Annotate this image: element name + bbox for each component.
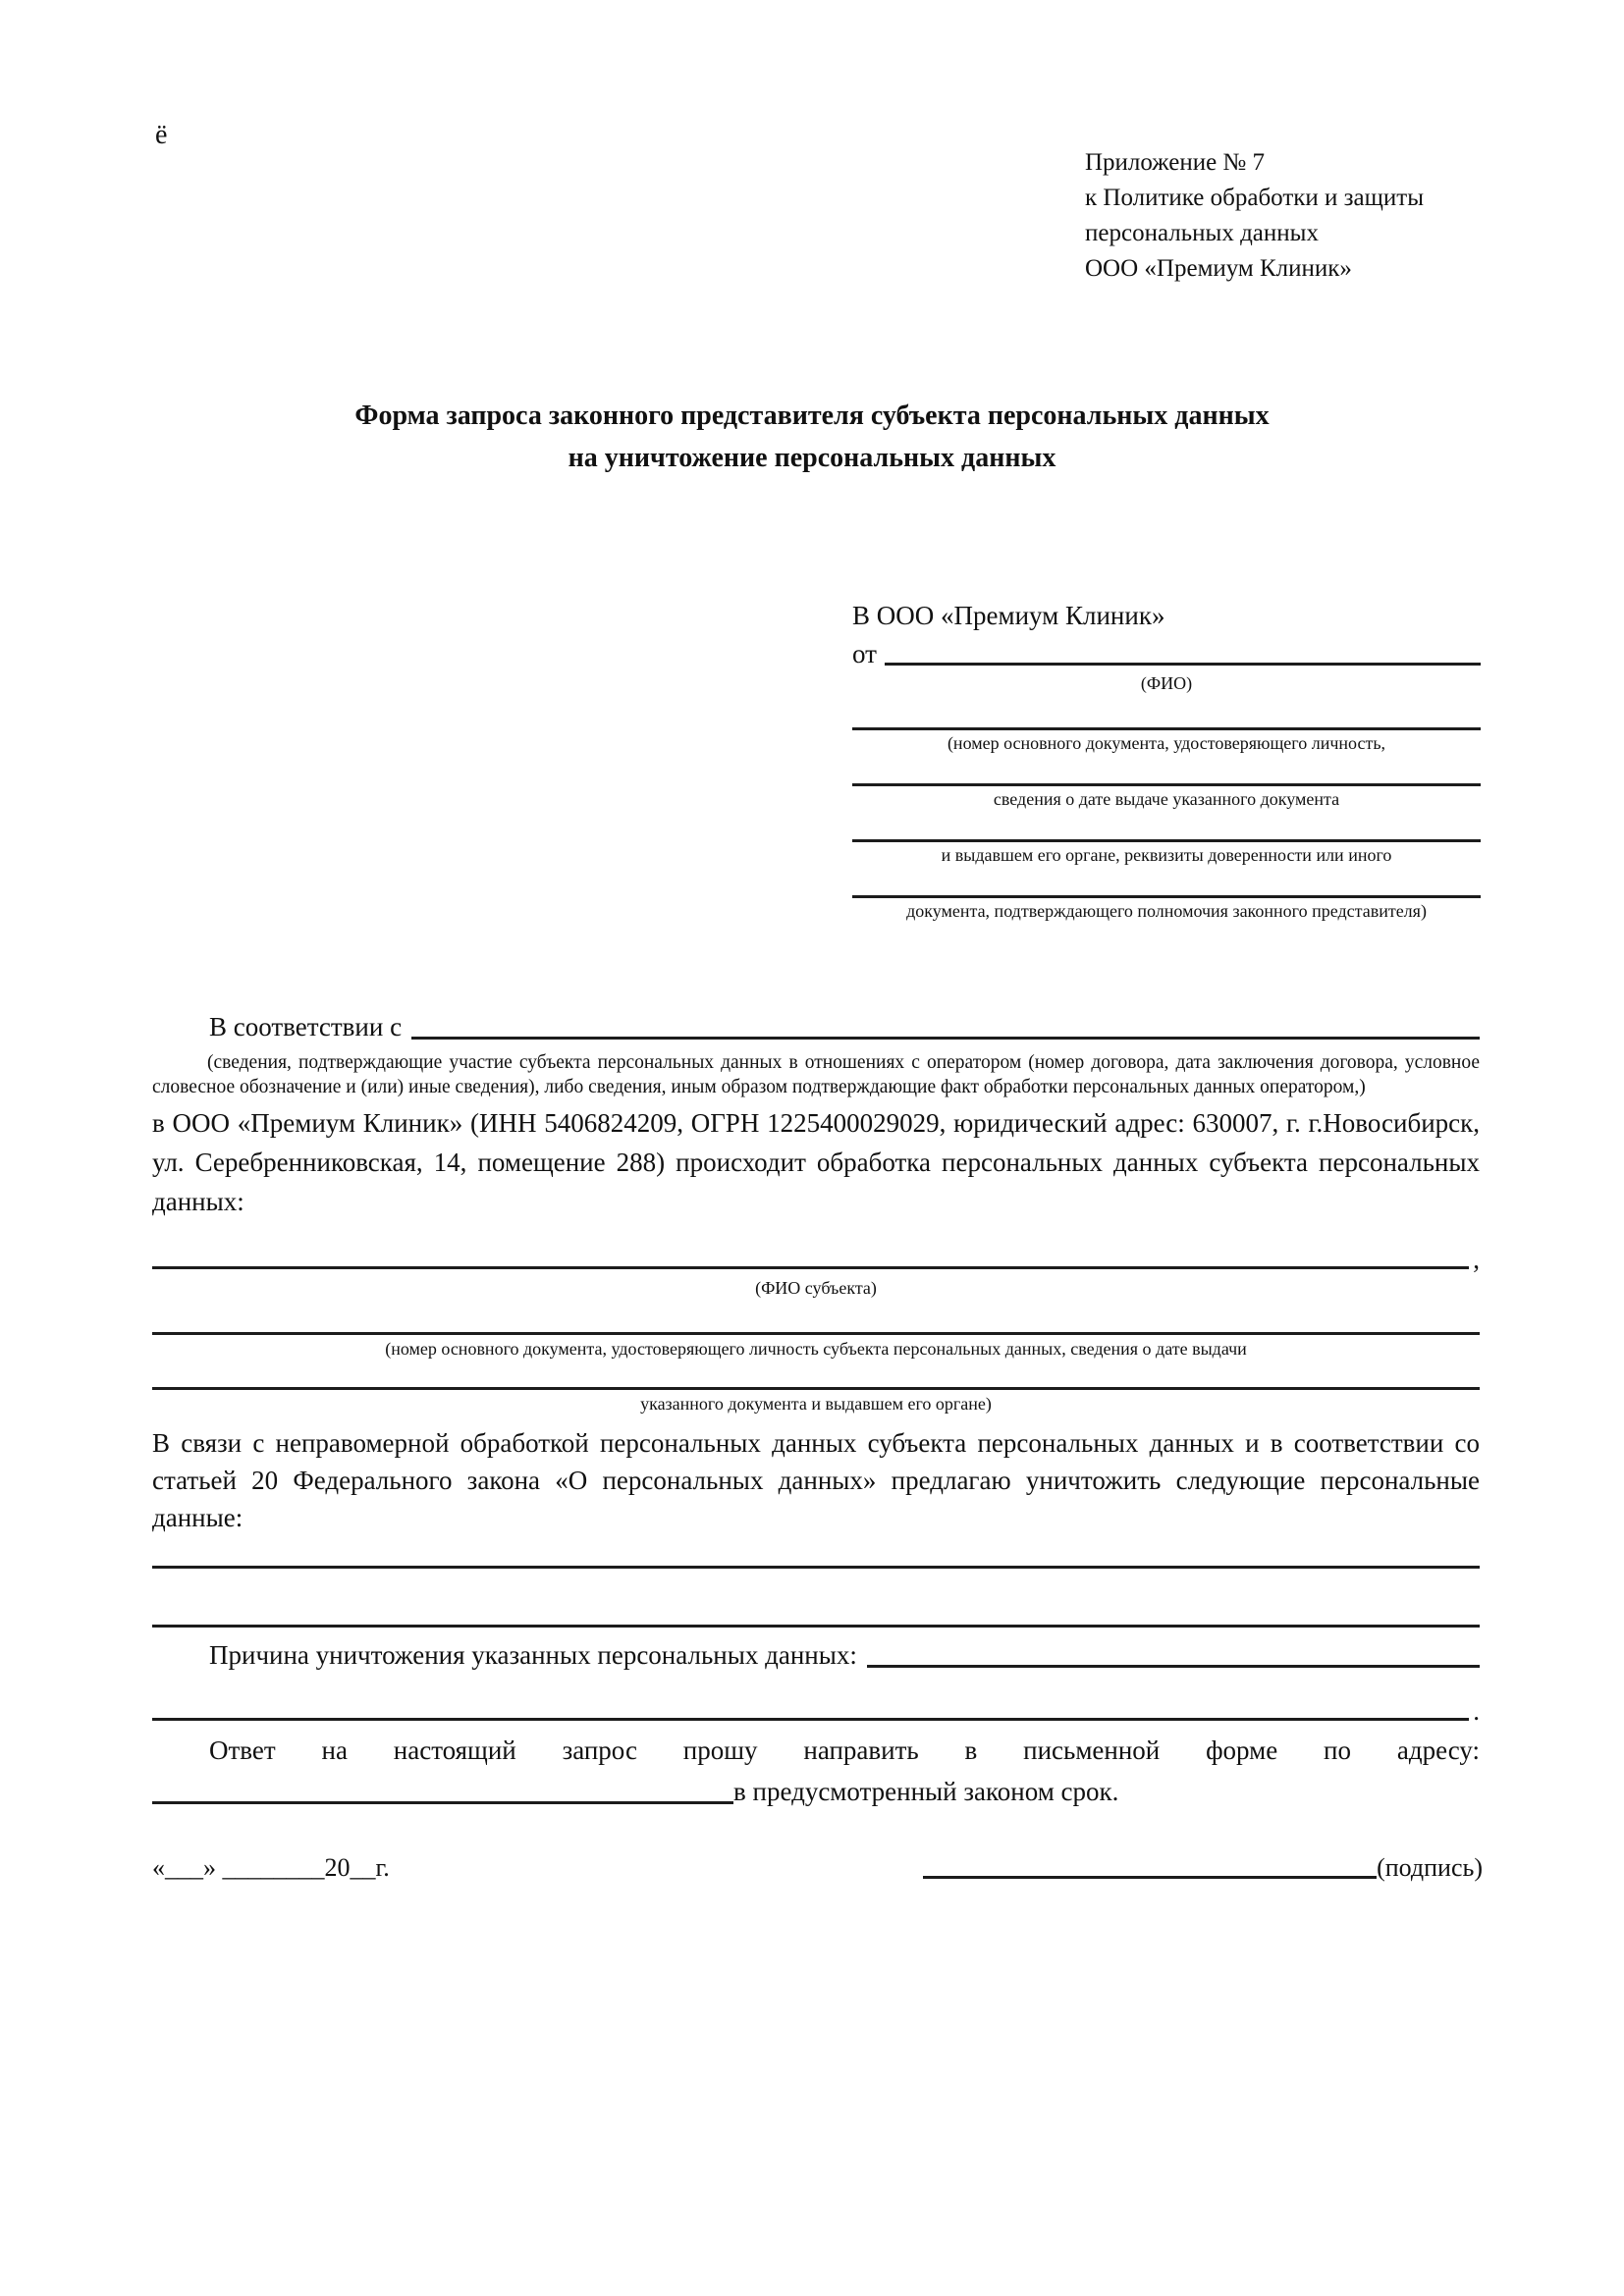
- issuing-authority-caption: и выдавшем его органе, реквизиты доверенности или иного: [941, 845, 1392, 865]
- fio-fill-line: [885, 663, 1481, 666]
- reason-continuation-line: [152, 1696, 1480, 1726]
- fill-line: [152, 1566, 1480, 1569]
- fill-line: [852, 727, 1481, 730]
- comma-suffix: ,: [1473, 1245, 1480, 1274]
- subject-doc-caption-2: указанного документа и выдавшем его органе): [640, 1394, 992, 1414]
- fill-line: [152, 1387, 1480, 1390]
- signature-caption: (подпись): [1377, 1853, 1483, 1882]
- subject-fio-caption: (ФИО субъекта): [755, 1278, 877, 1298]
- fill-line: [152, 1718, 1469, 1721]
- signature-group: [923, 1851, 1483, 1885]
- fill-line: [152, 1332, 1480, 1335]
- from-label: от: [852, 639, 877, 668]
- accordance-line: [152, 1009, 1480, 1044]
- stray-char: ё: [155, 120, 168, 150]
- appendix-header-line: персональных данных: [1085, 220, 1319, 246]
- document-title: [0, 395, 1624, 479]
- subject-doc-caption-1: (номер основного документа, удостоверяющего личность субъекта персональных данных, сведения о дате выдачи: [385, 1339, 1247, 1359]
- address-line: [152, 1774, 1480, 1809]
- appendix-header-line: к Политике обработки и защиты: [1085, 185, 1425, 211]
- signature-fill-line: [923, 1876, 1377, 1879]
- addressee-to: В ООО «Премиум Клиник»: [852, 601, 1165, 630]
- doc-number-caption: (номер основного документа, удостоверяющего личность,: [947, 733, 1386, 753]
- unlawful-processing-paragraph: В связи с неправомерной обработкой персональных данных субъекта персональных данных и в соответствии со статьей 20 Федерального закона «О персональных данных» предлагаю уничтожить следующие персональные данные:: [152, 1428, 1480, 1532]
- document-title-line2: на уничтожение персональных данных: [568, 443, 1056, 473]
- fill-line: [852, 839, 1481, 842]
- date-line: «___» ________20__г.: [152, 1853, 390, 1882]
- appendix-header: [1085, 145, 1507, 287]
- footer: [152, 1851, 1483, 1885]
- fill-line: [152, 1266, 1469, 1269]
- fill-line: [852, 783, 1481, 786]
- appendix-header-line: Приложение № 7: [1085, 149, 1266, 176]
- operator-paragraph: в ООО «Премиум Клиник» (ИНН 5406824209, ОГРН 1225400029029, юридический адрес: 630007, г. г.Новосибирск, ул. Серебренниковская, 14, помещение 288) происходит обработка персональных данных субъекта персональных данных:: [152, 1108, 1480, 1216]
- fill-line: [152, 1625, 1480, 1628]
- document-body: [152, 1009, 1480, 1809]
- issue-date-caption: сведения о дате выдаче указанного документа: [993, 789, 1340, 809]
- from-line: [852, 637, 1481, 670]
- subject-fio-line: [152, 1245, 1480, 1274]
- appendix-header-line: ООО «Премиум Клиник»: [1085, 255, 1352, 282]
- fill-line: [411, 1037, 1480, 1040]
- document-title-line1: Форма запроса законного представителя субъекта персональных данных: [354, 400, 1270, 431]
- reason-lead: Причина уничтожения указанных персональных данных:: [209, 1640, 857, 1670]
- fill-line: [852, 895, 1481, 898]
- period-suffix: .: [1473, 1696, 1480, 1726]
- accordance-lead: В соответствии с: [209, 1012, 403, 1041]
- fill-line: [867, 1665, 1480, 1668]
- fill-line: [152, 1801, 733, 1804]
- answer-tail: в предусмотренный законом срок.: [733, 1777, 1119, 1806]
- addressee-block: [852, 601, 1481, 922]
- fio-caption: (ФИО): [1140, 673, 1193, 693]
- reason-line: [152, 1637, 1480, 1673]
- answer-paragraph: Ответ на настоящий запрос прошу направить в письменной форме по адресу:: [209, 1735, 1480, 1765]
- accordance-note: (сведения, подтверждающие участие субъекта персональных данных в отношениях с оператором (номер договора, дата заключения договора, условное словесное обозначение и (или) иные сведения), либо сведения, иным образом подтверждающие факт обработки персональных данных оператором,): [152, 1052, 1480, 1097]
- representative-authority-caption: документа, подтверждающего полномочия законного представителя): [906, 901, 1427, 921]
